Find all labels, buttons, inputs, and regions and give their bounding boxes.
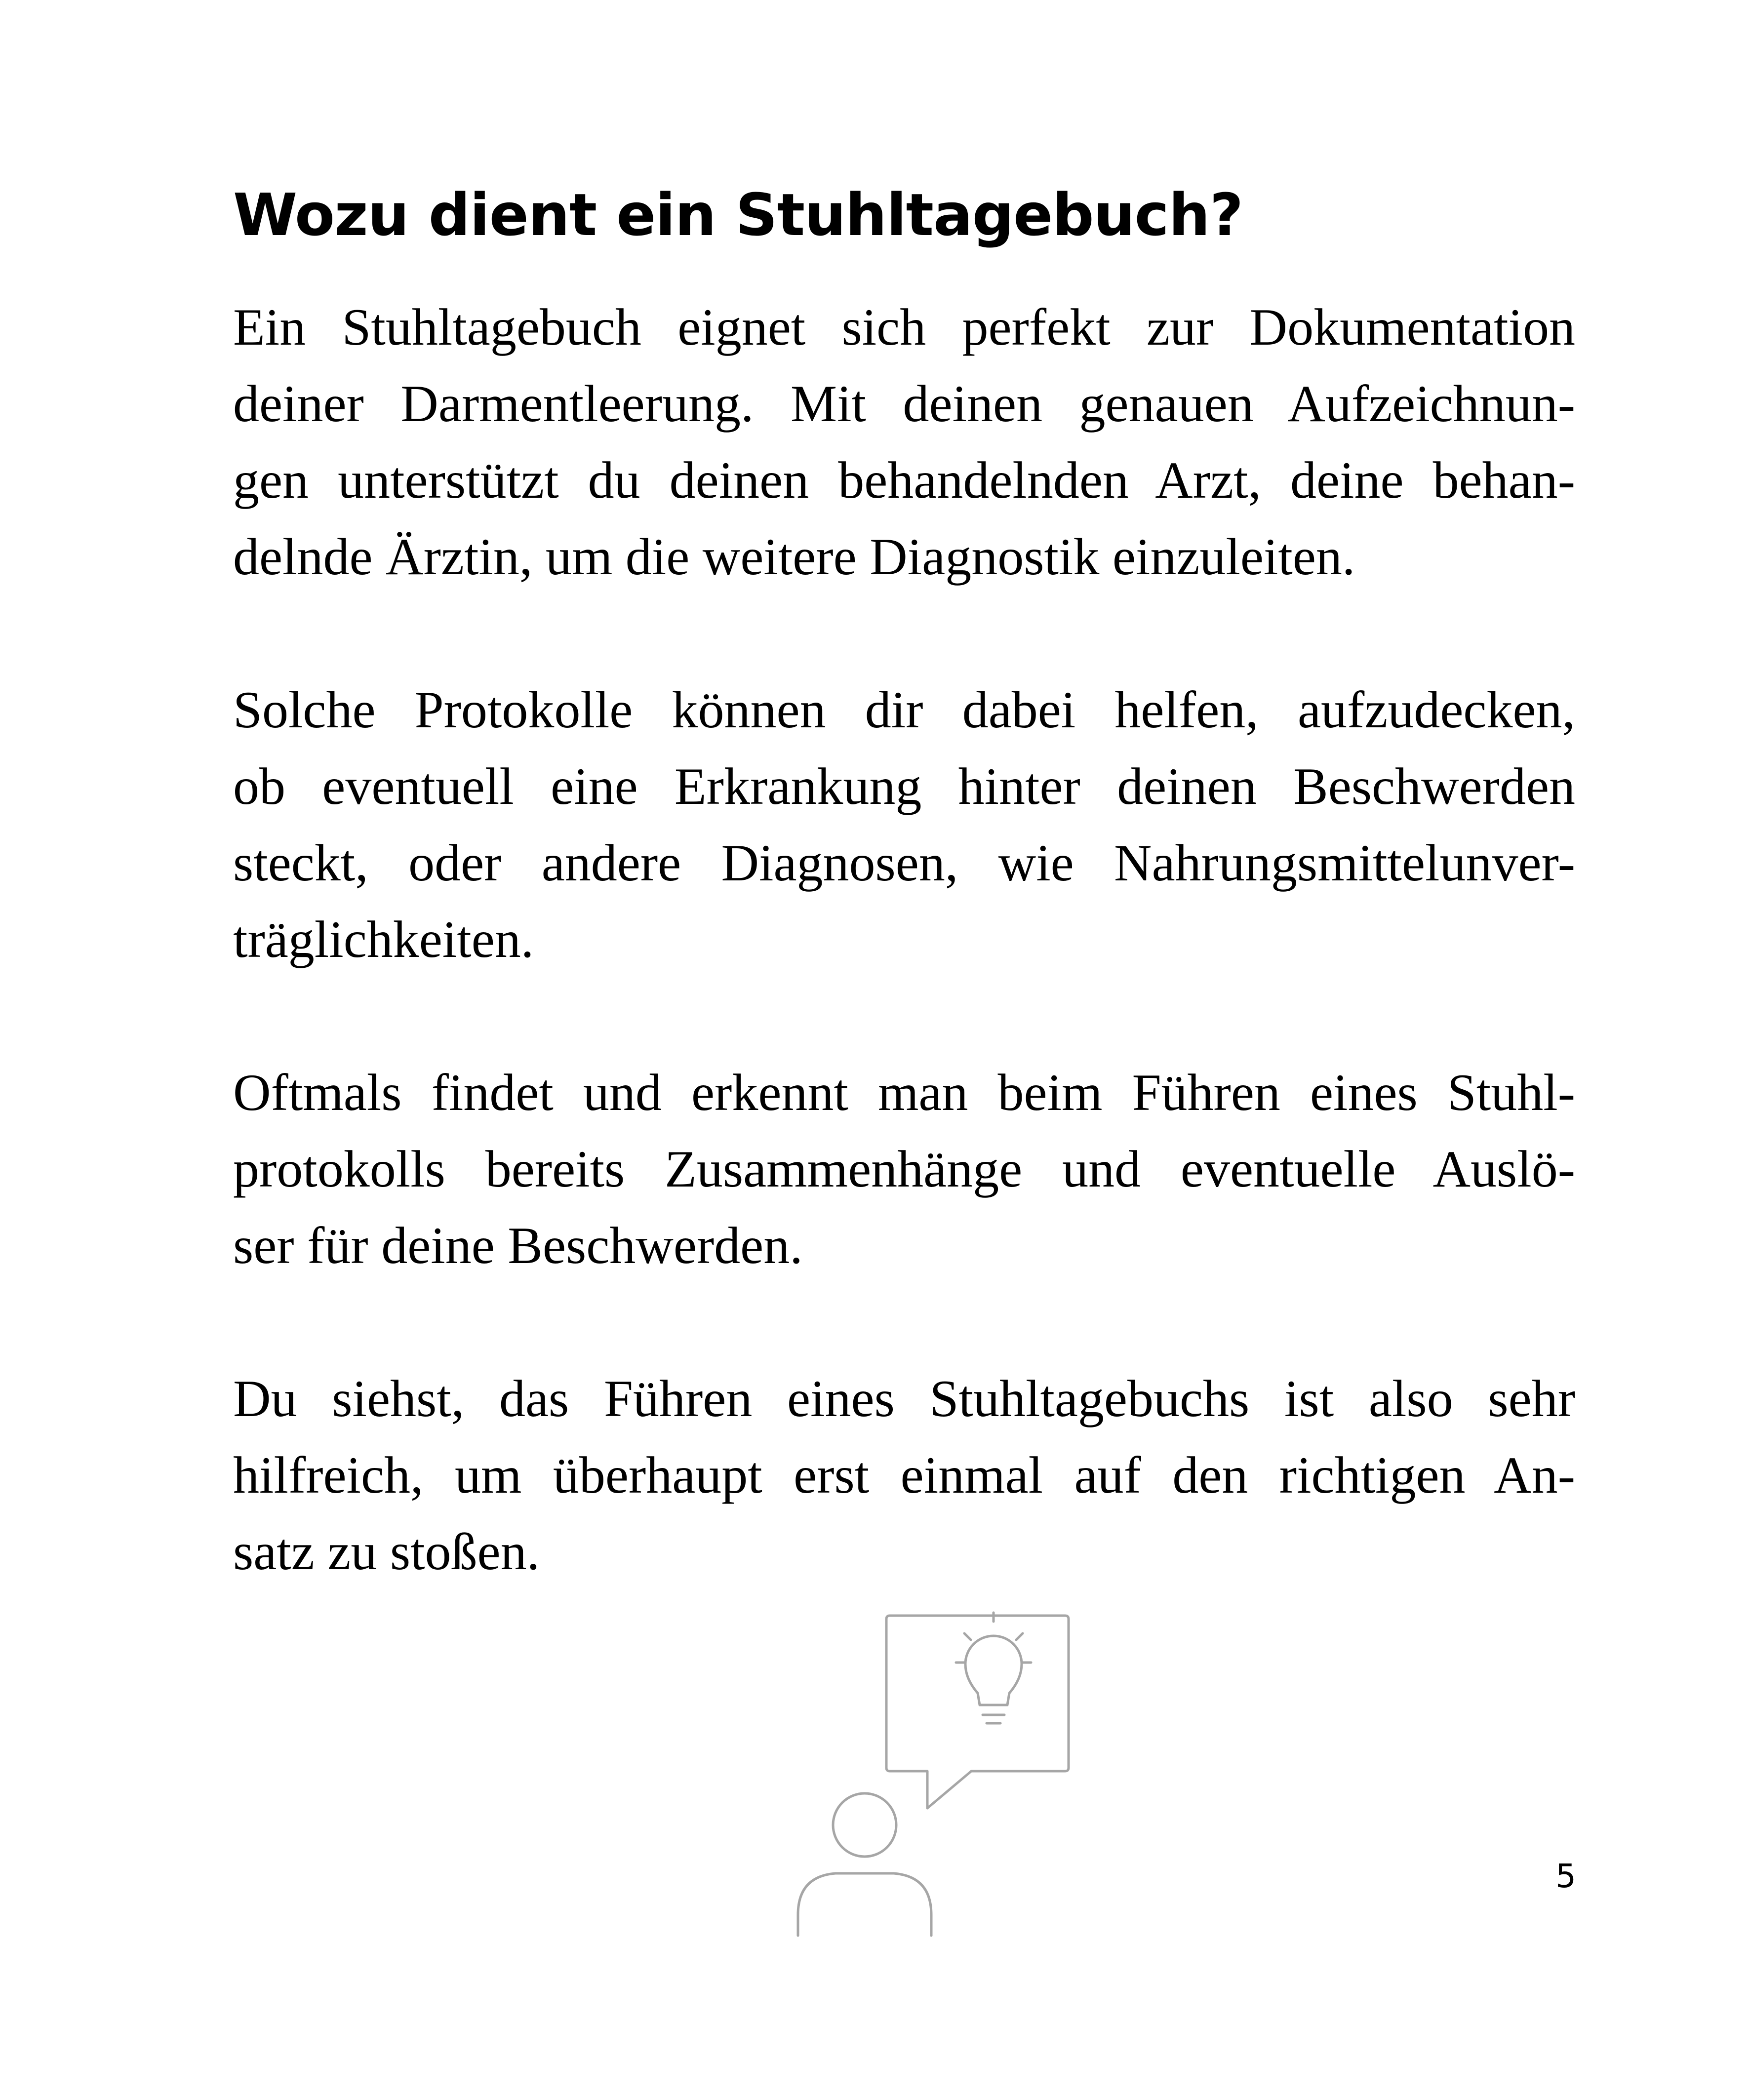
paragraph-4 xyxy=(233,1360,1575,1590)
idea-illustration-svg xyxy=(780,1605,1096,1950)
page-number: 5 xyxy=(1555,1857,1576,1895)
paragraph-line: delnde Ärztin, um die weitere Diagnostik einzuleiten. xyxy=(233,528,1355,586)
paragraph-line: hilfreich, um überhaupt erst einmal auf den richtigen An- xyxy=(233,1446,1575,1504)
paragraph-1 xyxy=(233,289,1575,595)
page-heading: Wozu dient ein Stuhltagebuch? xyxy=(233,181,1243,249)
paragraph-line: deiner Darmentleerung. Mit deinen genauen Aufzeichnun- xyxy=(233,375,1575,433)
paragraph-line: Oftmals findet und erkennt man beim Führen eines Stuhl- xyxy=(233,1064,1575,1121)
paragraph-line: Ein Stuhltagebuch eignet sich perfekt zur Dokumentation xyxy=(233,298,1575,356)
paragraph-line: ob eventuell eine Erkrankung hinter deinen Beschwerden xyxy=(233,757,1575,815)
paragraph-line: Solche Protokolle können dir dabei helfen, aufzudecken, xyxy=(233,681,1575,739)
lightbulb-icon xyxy=(956,1613,1031,1723)
paragraph-3 xyxy=(233,1054,1575,1284)
paragraph-line: träglichkeiten. xyxy=(233,911,534,968)
person-icon xyxy=(798,1793,931,1936)
paragraph-line: ser für deine Beschwerden. xyxy=(233,1217,803,1274)
paragraph-line: Du siehst, das Führen eines Stuhltagebuchs ist also sehr xyxy=(233,1370,1575,1427)
paragraph-line: protokolls bereits Zusammenhänge und eventuelle Auslö- xyxy=(233,1140,1575,1198)
idea-illustration xyxy=(780,1605,1096,1950)
paragraph-line: gen unterstützt du deinen behandelnden Arzt, deine behan- xyxy=(233,451,1575,509)
speech-bubble-icon xyxy=(886,1616,1069,1808)
paragraph-line: satz zu stoßen. xyxy=(233,1523,540,1581)
paragraph-line: steckt, oder andere Diagnosen, wie Nahrungsmittelunver- xyxy=(233,834,1575,892)
paragraph-2 xyxy=(233,672,1575,978)
